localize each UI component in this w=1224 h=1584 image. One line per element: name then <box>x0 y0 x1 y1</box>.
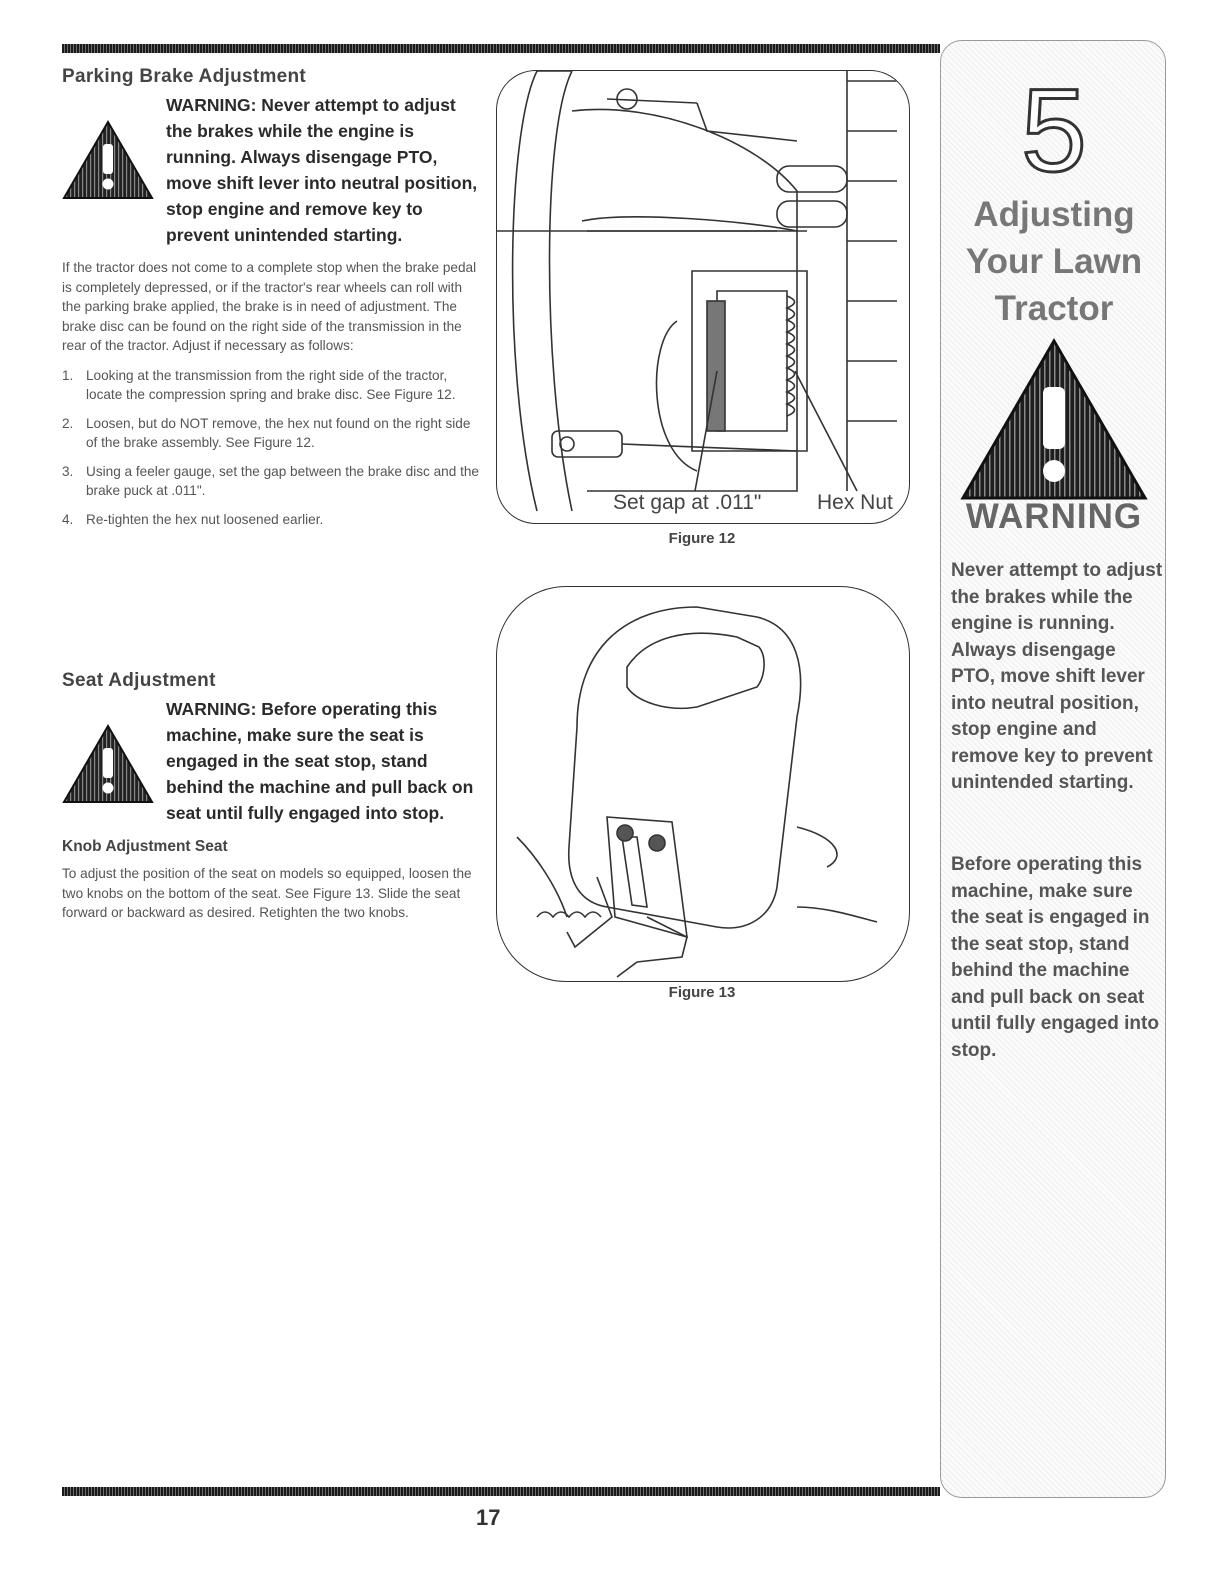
figure-13-caption: Figure 13 <box>668 984 736 1001</box>
step-number: 2. <box>62 415 74 431</box>
parking-brake-warning <box>62 92 482 248</box>
seat-warning-text: WARNING: Before operating this machine, make sure the seat is engaged in the seat stop, stand behind the machine and pull back on seat until fully engaged into stop. <box>166 699 474 823</box>
knob-adjustment-body: To adjust the position of the seat on models so equipped, loosen the two knobs on the bottom of the seat. See Figure 13. Slide the seat forward or backward as desired. Retighten the two knobs. <box>62 866 472 920</box>
chapter-title-line: Adjusting <box>973 195 1135 234</box>
step-item <box>62 510 482 530</box>
step-item <box>62 414 482 453</box>
seat-drawing <box>497 587 909 981</box>
chapter-number: 5 <box>1021 65 1087 197</box>
chapter-sidebar <box>940 40 1166 1498</box>
figure-12-caption: Figure 12 <box>668 530 736 547</box>
brake-assembly-drawing <box>497 71 909 523</box>
knob-adjustment-heading: Knob Adjustment Seat <box>62 838 228 855</box>
parking-brake-section <box>62 66 482 538</box>
warning-triangle-icon <box>62 120 154 200</box>
seat-section <box>62 670 482 923</box>
sidebar-warning-title: WARNING <box>965 497 1143 536</box>
chapter-title-line: Tractor <box>994 289 1114 328</box>
chapter-title <box>941 191 1166 332</box>
figure-12-illustration <box>496 70 910 524</box>
sidebar-warning-brakes: Never attempt to adjust the brakes while the engine is running. Always disengage PTO, move shift lever into neutral position, stop engine and remove key to prevent unintended starting. <box>951 560 1163 793</box>
step-text: Using a feeler gauge, set the gap between the brake disc and the brake puck at .011". <box>86 463 479 498</box>
page-number: 17 <box>476 1505 501 1530</box>
step-text: Looking at the transmission from the right side of the tractor, locate the compression spring and brake disc. See Figure 12. <box>86 367 456 402</box>
parking-brake-heading: Parking Brake Adjustment <box>62 66 307 87</box>
bottom-rule <box>62 1487 940 1496</box>
top-rule <box>62 44 940 53</box>
parking-brake-warning-text: WARNING: Never attempt to adjust the brakes while the engine is running. Always disengage PTO, move shift lever into neutral position, stop engine and remove key to prevent unintended starting. <box>166 95 478 245</box>
figure-13-illustration <box>496 586 910 982</box>
parking-brake-intro: If the tractor does not come to a complete stop when the brake pedal is completely depressed, or if the tractor's rear wheels can roll with the parking brake applied, the brake is in need of adjustment. The brake disc can be found on the right side of the transmission in the rear of the tractor. Adjust if necessary as follows: <box>62 260 477 353</box>
parking-brake-steps <box>62 366 482 530</box>
step-number: 4. <box>62 511 74 527</box>
figure-12-hex-nut-label: Hex Nut <box>817 491 893 514</box>
step-number: 1. <box>62 367 74 383</box>
chapter-title-line: Your Lawn <box>965 242 1143 281</box>
step-number: 3. <box>62 463 74 479</box>
step-text: Re-tighten the hex nut loosened earlier. <box>86 511 324 527</box>
step-text: Loosen, but do NOT remove, the hex nut found on the right side of the brake assembly. See Figure 12. <box>86 415 471 450</box>
warning-triangle-icon <box>959 337 1149 502</box>
step-item <box>62 366 482 405</box>
figure-12-gap-label: Set gap at .011" <box>613 491 762 514</box>
seat-heading: Seat Adjustment <box>62 670 216 691</box>
sidebar-warning-seat: Before operating this machine, make sure the seat is engaged in the seat stop, stand behind the machine and pull back on seat until fully engaged into stop. <box>951 854 1159 1061</box>
step-item <box>62 462 482 501</box>
warning-triangle-icon <box>62 724 154 804</box>
seat-warning <box>62 696 482 826</box>
